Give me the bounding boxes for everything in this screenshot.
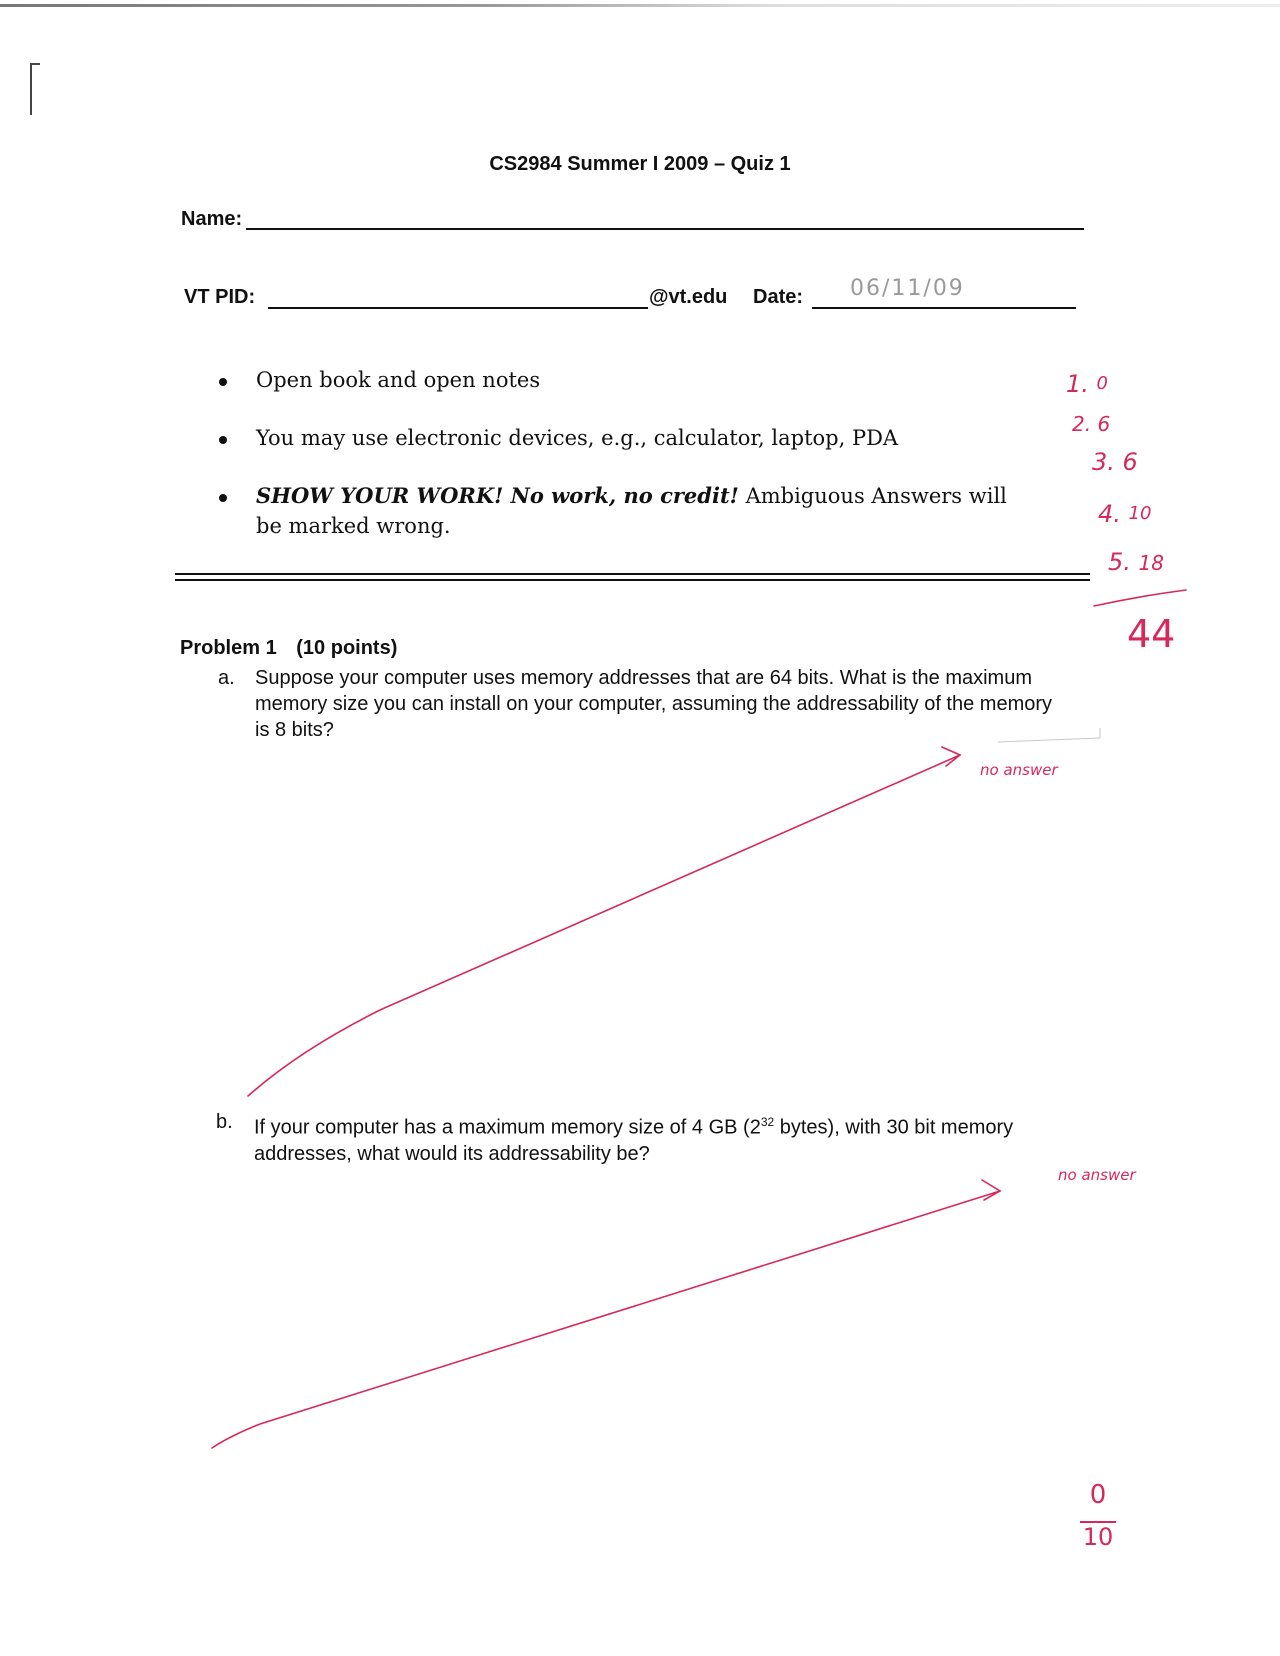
part-a-letter: a. <box>218 667 235 689</box>
problem-number: Problem 1 <box>180 637 277 659</box>
score-item: 1. $^0$ <box>1066 370 1108 398</box>
name-label: Name: <box>181 208 243 230</box>
faint-pencil-mark <box>998 728 1100 742</box>
email-suffix: @vt.edu <box>649 286 728 308</box>
part-a-cross-line <box>248 755 960 1096</box>
problem-score-numerator: 0 <box>1089 1480 1107 1510</box>
instruction-rest: Ambiguous Answers will be marked wrong. <box>256 484 1007 538</box>
arrow-icon <box>982 1180 1000 1200</box>
date-value: 06/11/09 <box>850 276 965 301</box>
score-item: 3. 6 <box>1092 448 1138 476</box>
score-item: 2. 6 <box>1072 412 1111 436</box>
problem-points: (10 points) <box>296 637 398 659</box>
score-item: 4. $^{10}$ <box>1098 500 1152 528</box>
total-underline <box>1094 590 1186 606</box>
date-label: Date: <box>753 286 804 308</box>
part-a-grader-note: no answer <box>980 761 1058 779</box>
part-b-text-rest: bytes), with 30 bit memory addresses, what would its addressability be? <box>254 1116 1014 1165</box>
part-b-letter: b. <box>216 1111 233 1133</box>
quiz-title: CS2984 Summer I 2009 – Quiz 1 <box>489 153 791 175</box>
part-b-superscript: 32 <box>760 1115 775 1129</box>
part-b-grader-note: no answer <box>1058 1166 1136 1184</box>
instruction-item: You may use electronic devices, e.g., calculator, laptop, PDA <box>256 426 899 450</box>
arrow-icon <box>942 747 960 766</box>
problem-score-denominator: 10 <box>1082 1523 1114 1551</box>
score-item: 5. 18 <box>1108 548 1164 576</box>
pid-label: VT PID: <box>184 286 256 308</box>
part-b-cross-line <box>212 1191 1000 1448</box>
part-a-question: Suppose your computer uses memory addresses that are 64 bits. What is the maximum memory size you can install on your computer, assuming the addressability of the memory is 8 bits? <box>255 667 1053 741</box>
instruction-item: Open book and open notes <box>256 368 541 392</box>
instruction-emphasis: SHOW YOUR WORK! No work, no credit! <box>256 483 739 508</box>
part-b-text: If your computer has a maximum memory size of 4 GB (2 <box>254 1116 761 1139</box>
total-score: 44 <box>1127 612 1176 656</box>
